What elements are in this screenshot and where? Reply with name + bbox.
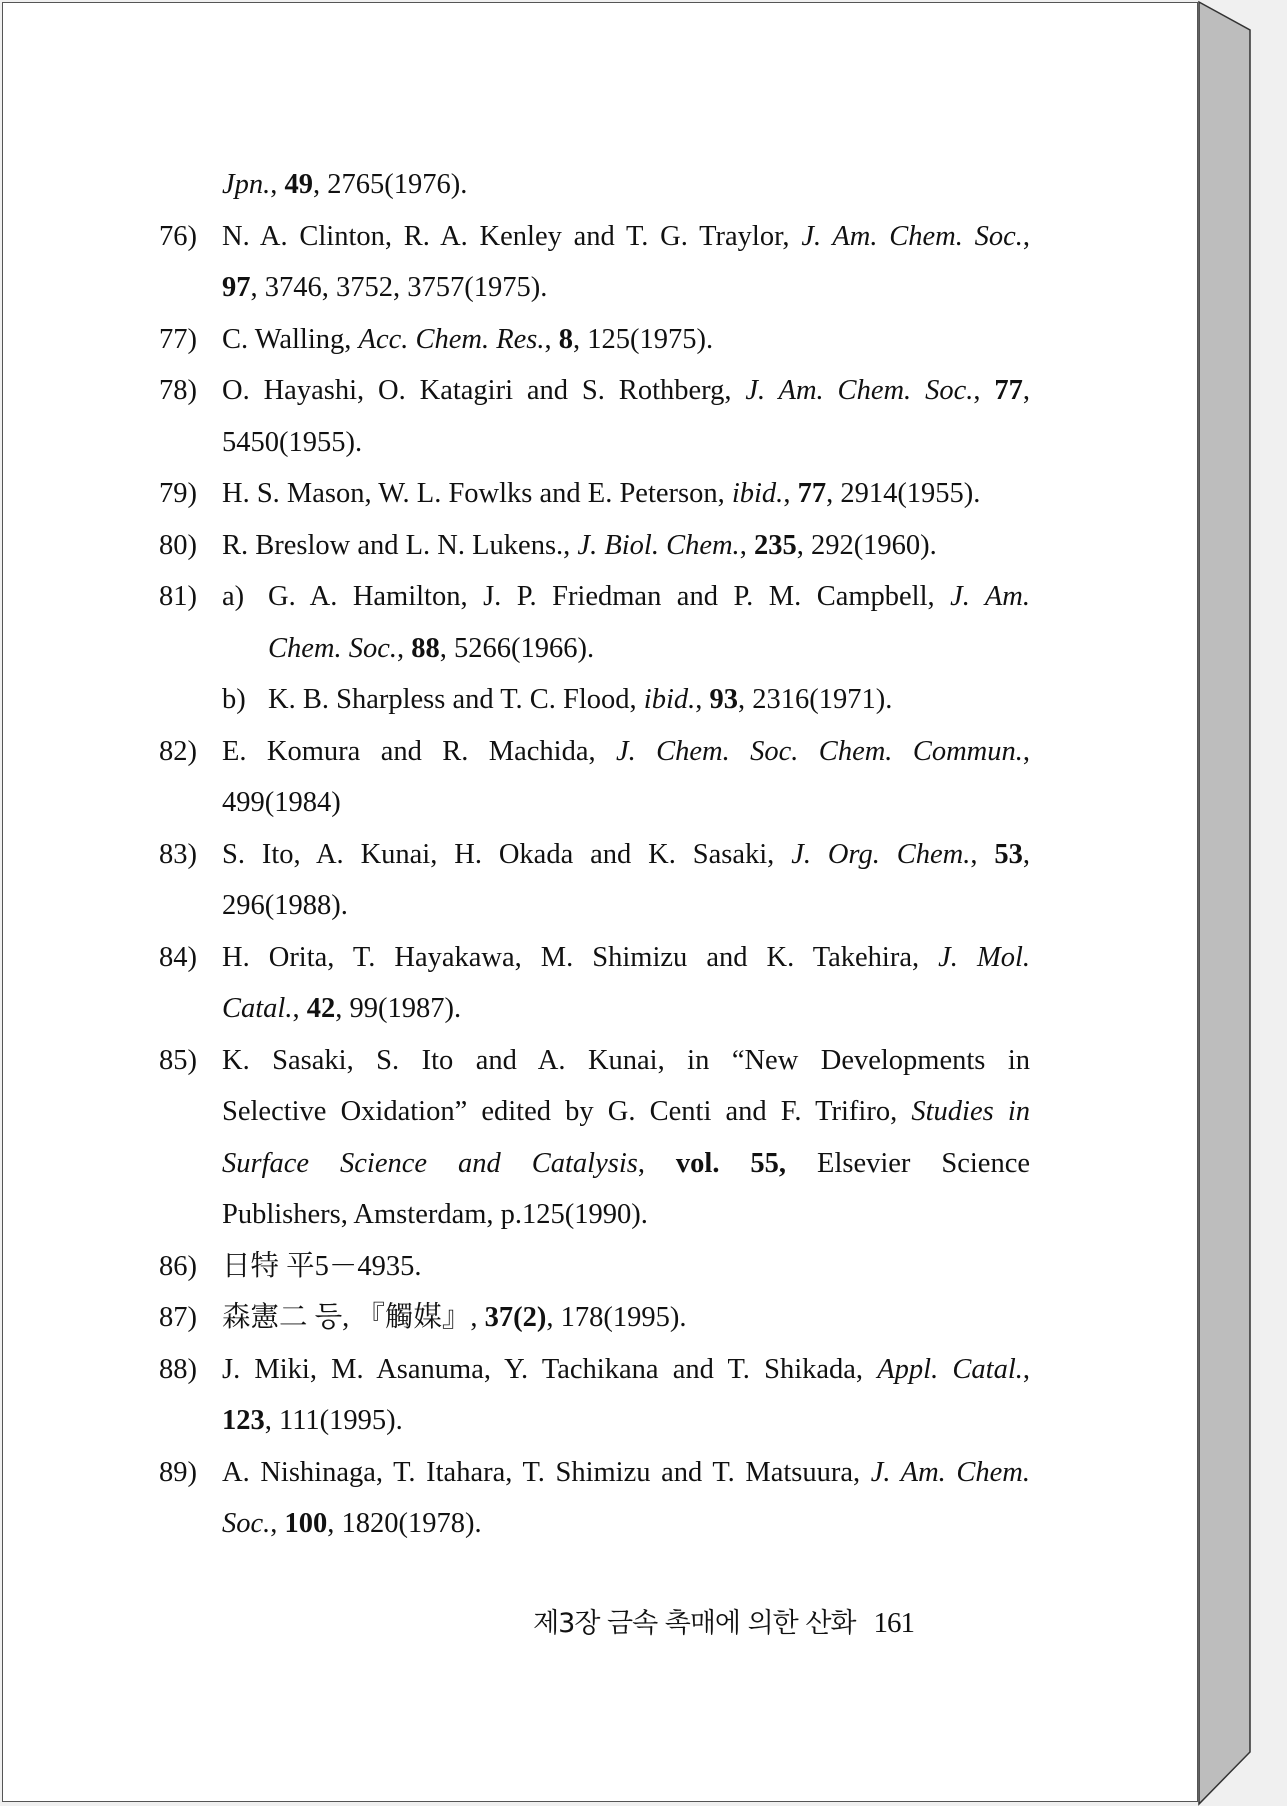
sub-reference-label: a) [222,581,245,612]
text-segment: , [637,1147,676,1179]
text-segment: 森憲二 등, 『觸媒』, [222,1302,485,1333]
reference-number: 86) [159,1250,197,1282]
reference-number: 82) [159,735,197,767]
journal-title: ibid. [731,478,784,509]
reference-number: 83) [159,838,197,870]
journal-title: J. Am. [950,581,1030,612]
volume-number: 235 [753,529,797,561]
journal-title: Appl. Catal. [877,1353,1023,1385]
text-segment: N. A. Clinton, R. A. Kenley and T. G. Traylor, [222,220,802,252]
reference-number: 76) [159,220,197,252]
volume-number: 8 [558,323,574,355]
reference-number: 89) [159,1456,197,1488]
text-segment: , [1022,375,1031,406]
volume-number: vol. 55, [675,1147,787,1179]
chapter-title: 제3장 금속 촉매에 의한 산화 [533,1608,856,1639]
text-segment: , [1022,1353,1030,1385]
reference-number: 78) [159,375,197,406]
text-segment: , [292,993,307,1024]
volume-number: 37(2) [484,1302,547,1333]
volume-number: 97 [222,272,251,303]
text-segment: J. Miki, M. Asanuma, Y. Tachikana and T. Shikada, [222,1353,878,1385]
volume-number: 88 [411,632,440,664]
page-number: 161 [873,1607,914,1639]
journal-title: ibid. [643,684,696,715]
volume-number: 100 [284,1508,328,1539]
text-segment: , [970,838,995,870]
volume-number: 93 [709,684,739,715]
journal-title: Jpn. [222,169,271,200]
text-segment: , [695,684,710,715]
text-segment: , [397,632,412,664]
journal-title: Soc. [222,1508,271,1539]
text-segment: A. Nishinaga, T. Itahara, T. Shimizu and T. Matsuura, [222,1456,871,1488]
text-segment: H. Orita, T. Hayakawa, M. Shimizu and K. Takehira, [222,941,939,973]
text-segment: 499(1984) [222,787,341,818]
reference-number: 88) [159,1353,197,1385]
journal-title: J. Mol. [938,941,1030,973]
volume-number: 77 [994,375,1023,406]
sub-reference-label: b) [222,684,246,715]
journal-title: Surface Science and Catalysis [222,1147,638,1179]
volume-number: 49 [284,169,314,200]
text-segment: , 292(1960). [796,529,937,561]
text-segment: , [1022,838,1031,870]
journal-title: J. Biol. Chem. [577,529,740,561]
text-segment: , 111(1995). [264,1405,403,1436]
reference-number: 79) [159,478,197,509]
text-segment: , 178(1995). [546,1302,687,1333]
text-segment: K. B. Sharpless and T. C. Flood, [268,684,644,715]
volume-number: 53 [994,838,1023,870]
text-segment: 5450(1955). [222,426,363,458]
text-segment: , [783,478,798,509]
text-segment: Publishers, Amsterdam, p.125(1990). [222,1199,648,1230]
text-segment: , 125(1975). [573,323,714,355]
text-segment: C. Walling, [222,323,359,355]
reference-number: 77) [159,323,197,355]
text-segment: Selective Oxidation” edited by G. Centi and F. Trifiro, [222,1096,912,1127]
text-segment: H. S. Mason, W. L. Fowlks and E. Peterson, [222,478,732,509]
journal-title: Acc. Chem. Res. [358,323,545,355]
text-segment: , [739,529,754,561]
text-segment: , 3746, 3752, 3757(1975). [250,272,548,303]
volume-number: 42 [306,993,336,1024]
reference-number: 80) [159,529,197,561]
text-segment: O. Hayashi, O. Katagiri and S. Rothberg, [222,375,746,406]
text-segment: E. Komura and R. Machida, [222,735,616,767]
text-segment: 日特 平5－4935. [222,1250,422,1282]
text-segment: R. Breslow and L. N. Lukens., [222,529,578,561]
text-segment: , [270,169,285,200]
text-segment: 296(1988). [222,890,348,921]
journal-title: Catal. [222,993,293,1024]
journal-title: J. Am. Chem. [870,1456,1030,1488]
journal-title: Chem. Soc. [268,632,398,664]
journal-title: J. Org. Chem. [791,838,971,870]
text-segment: , 5266(1966). [439,632,595,664]
text-segment: , 2914(1955). [826,478,981,509]
text-segment: , 2765(1976). [313,169,468,200]
reference-number: 85) [159,1044,197,1076]
journal-title: Studies in [911,1096,1030,1127]
text-segment: K. Sasaki, S. Ito and A. Kunai, in “New Developments in [222,1044,1030,1076]
volume-number: 123 [222,1405,265,1436]
volume-number: 77 [797,478,827,509]
text-segment: G. A. Hamilton, J. P. Friedman and P. M. Campbell, [268,581,951,612]
text-segment: , [1022,220,1030,252]
text-segment: , [544,323,559,355]
text-segment: , [1022,735,1030,767]
text-segment: Elsevier Science [786,1147,1030,1179]
reference-number: 87) [159,1302,197,1333]
journal-title: J. Am. Chem. Soc. [801,220,1023,252]
text-segment: , 99(1987). [335,993,462,1024]
text-segment: S. Ito, A. Kunai, H. Okada and K. Sasaki, [222,838,792,870]
text-segment: , [270,1508,285,1539]
text-segment: , 2316(1971). [738,684,893,715]
text-segment: , 1820(1978). [327,1508,482,1539]
text-segment: , [973,375,995,406]
reference-number: 81) [159,581,197,612]
reference-number: 84) [159,941,197,973]
journal-title: J. Chem. Soc. Chem. Commun. [615,735,1023,767]
journal-title: J. Am. Chem. Soc. [745,375,974,406]
